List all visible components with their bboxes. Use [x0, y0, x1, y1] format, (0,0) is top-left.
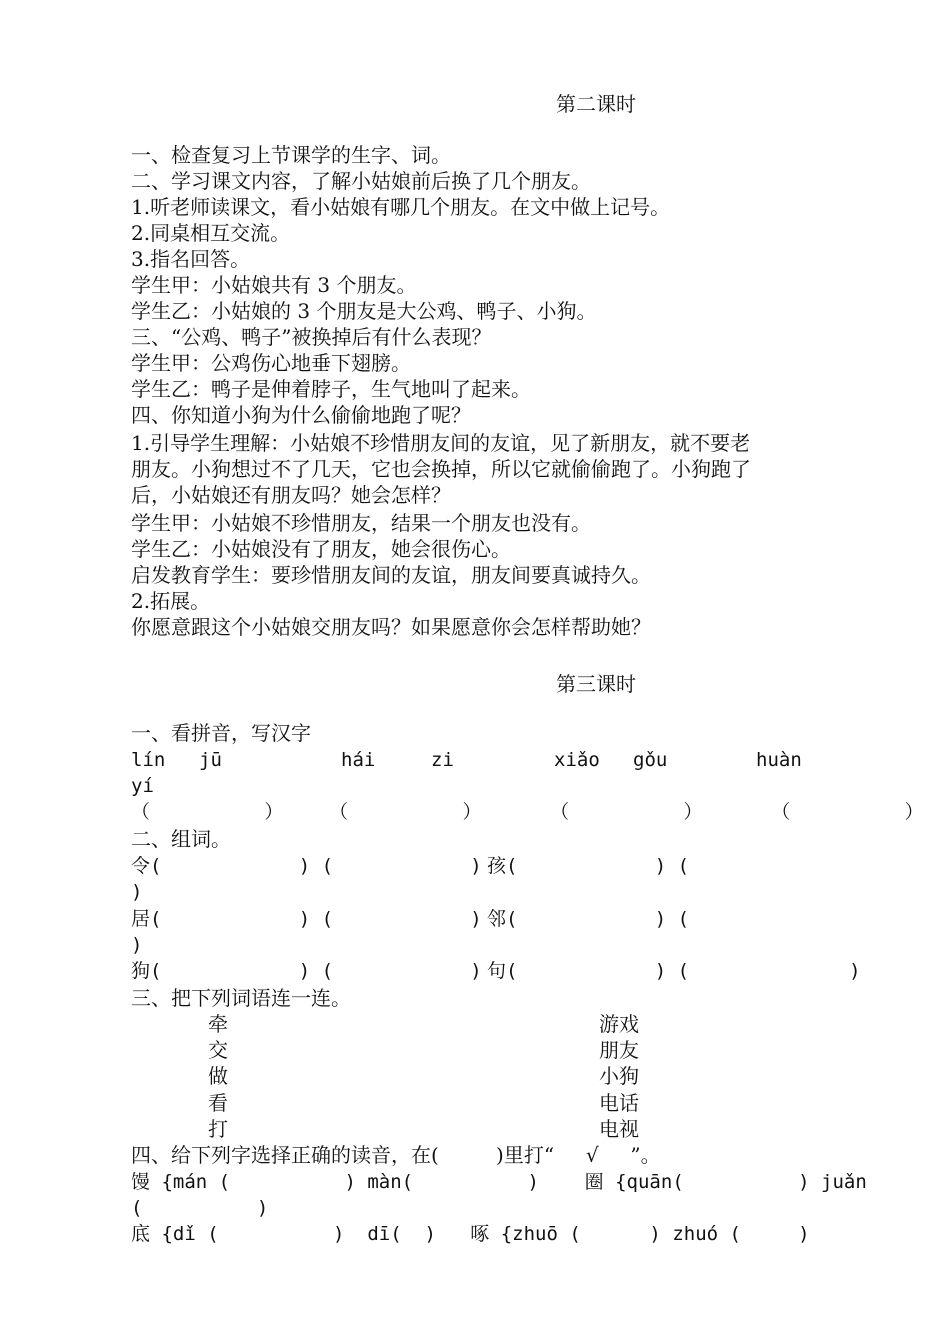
word-row-wrap: )	[131, 934, 143, 956]
pinyin-huan: huàn	[756, 749, 802, 771]
pronunciation-row[interactable]: 底 {dǐ ( ) dī( ) 啄 {zhuō ( ) zhuó ( )	[131, 1223, 810, 1245]
word-row-right[interactable]: 邻( ) (	[487, 908, 690, 930]
pronunciation-row-wrap[interactable]: ( )	[131, 1197, 269, 1219]
pinyin-yi: yí	[131, 775, 154, 797]
lesson-2-title: 第二课时	[556, 92, 636, 116]
word-row-left[interactable]: 令( ) ( )	[131, 855, 482, 877]
pronunciation-row[interactable]: 馒 {mán ( ) màn( ) 圈 {quān( ) juǎn	[131, 1171, 867, 1193]
match-right-word[interactable]: 小狗	[599, 1064, 639, 1088]
text-line: 2.同桌相互交流。	[131, 221, 291, 245]
text-line: 3.指名回答。	[131, 247, 251, 271]
word-row-left[interactable]: 狗( ) ( )	[131, 960, 482, 982]
text-line: 学生甲：公鸡伤心地垂下翅膀。	[131, 351, 411, 375]
word-row-wrap: )	[131, 881, 143, 903]
answer-blanks[interactable]: （ ） （ ） （ ） （ ）	[131, 801, 924, 823]
text-line: 朋友。小狗想过不了几天，它也会换掉，所以它就偷偷跑了。小狗跑了	[131, 457, 751, 481]
match-right-word[interactable]: 朋友	[599, 1038, 639, 1062]
text-line: 2.拓展。	[131, 589, 211, 613]
lesson-3-title: 第三课时	[556, 672, 636, 696]
text-line: 1.引导学生理解：小姑娘不珍惜朋友间的友谊，见了新朋友，就不要老	[131, 431, 751, 455]
text-line: 学生甲：小姑娘不珍惜朋友，结果一个朋友也没有。	[131, 511, 591, 535]
match-right-word[interactable]: 游戏	[599, 1012, 639, 1036]
match-left-word[interactable]: 做	[208, 1064, 228, 1088]
word-row-right[interactable]: 句( ) ( )	[487, 960, 861, 982]
text-line: 学生乙：鸭子是伸着脖子，生气地叫了起来。	[131, 377, 531, 401]
q4-heading: 四、给下列字选择正确的读音，在( )里打“ √ ”。	[131, 1143, 661, 1167]
pinyin-lin: lín	[131, 749, 166, 771]
pinyin-xiao: xiǎo	[554, 749, 600, 771]
text-line: 学生乙：小姑娘没有了朋友，她会很伤心。	[131, 537, 511, 561]
text-line: 一、检查复习上节课学的生字、词。	[131, 143, 451, 167]
q1-heading: 一、看拼音，写汉字	[131, 721, 311, 745]
q3-heading: 三、把下列词语连一连。	[131, 986, 351, 1010]
text-line: 后，小姑娘还有朋友吗？她会怎样？	[131, 483, 451, 507]
text-line: 学生甲：小姑娘共有 3 个朋友。	[131, 273, 417, 297]
match-right-word[interactable]: 电视	[599, 1117, 639, 1141]
match-left-word[interactable]: 看	[208, 1091, 228, 1115]
text-line: 学生乙：小姑娘的 3 个朋友是大公鸡、鸭子、小狗。	[131, 299, 597, 323]
text-line: 你愿意跟这个小姑娘交朋友吗？如果愿意你会怎样帮助她？	[131, 615, 651, 639]
match-left-word[interactable]: 打	[208, 1117, 228, 1141]
pinyin-gou: gǒu	[633, 749, 668, 771]
text-line: 1.听老师读课文，看小姑娘有哪几个朋友。在文中做上记号。	[131, 195, 671, 219]
pinyin-hai: hái	[341, 749, 376, 771]
word-row-right[interactable]: 孩( ) (	[487, 855, 690, 877]
match-left-word[interactable]: 牵	[208, 1012, 228, 1036]
pinyin-zi: zi	[431, 749, 454, 771]
text-line: 启发教育学生：要珍惜朋友间的友谊，朋友间要真诚持久。	[131, 563, 651, 587]
pinyin-ju: jū	[199, 749, 222, 771]
text-line: 四、你知道小狗为什么偷偷地跑了呢？	[131, 403, 471, 427]
match-left-word[interactable]: 交	[208, 1038, 228, 1062]
text-line: 二、学习课文内容，了解小姑娘前后换了几个朋友。	[131, 169, 591, 193]
text-line: 三、“公鸡、鸭子”被换掉后有什么表现？	[131, 325, 492, 349]
q2-heading: 二、组词。	[131, 827, 231, 851]
word-row-left[interactable]: 居( ) ( )	[131, 908, 482, 930]
match-right-word[interactable]: 电话	[599, 1091, 639, 1115]
